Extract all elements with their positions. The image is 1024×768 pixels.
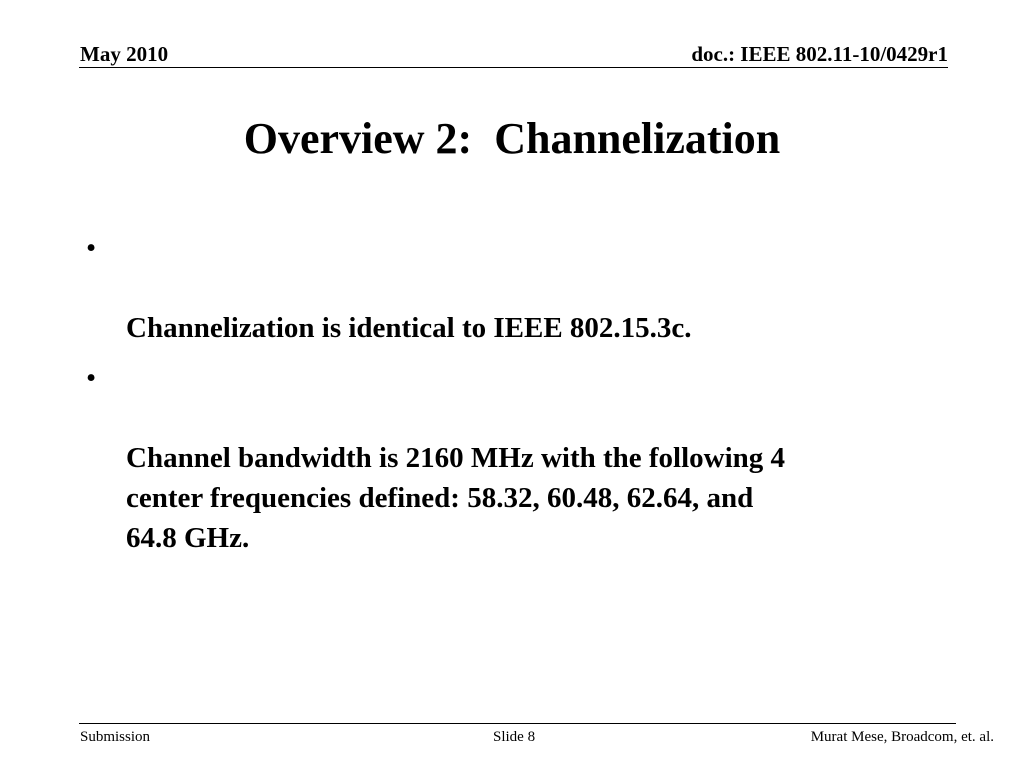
footer-submission: Submission xyxy=(80,729,151,745)
header-doc-id: doc.: IEEE 802.11-10/0429r1 xyxy=(691,42,948,66)
bullet-text: Channel bandwidth is 2160 MHz with the following 4 center frequencies defined: 58.32, 60.48, 62.64, and 64.8 GHz. xyxy=(126,442,786,554)
bullet-item xyxy=(86,228,916,348)
bullet-item xyxy=(86,358,916,558)
header-divider xyxy=(79,67,948,68)
footer-author: Murat Mese, Broadcom, et. al. xyxy=(810,729,994,745)
slide-title: Overview 2: Channelization xyxy=(243,114,781,163)
bullet-marker: • xyxy=(86,232,97,264)
bullet-text: Channelization is identical to IEEE 802.15.3c. xyxy=(126,312,692,344)
footer-divider xyxy=(79,723,956,724)
footer-slide-number: Slide 8 xyxy=(493,729,536,745)
header-date: May 2010 xyxy=(80,42,169,66)
bullet-marker: • xyxy=(86,362,97,394)
bullet-list xyxy=(86,228,916,568)
